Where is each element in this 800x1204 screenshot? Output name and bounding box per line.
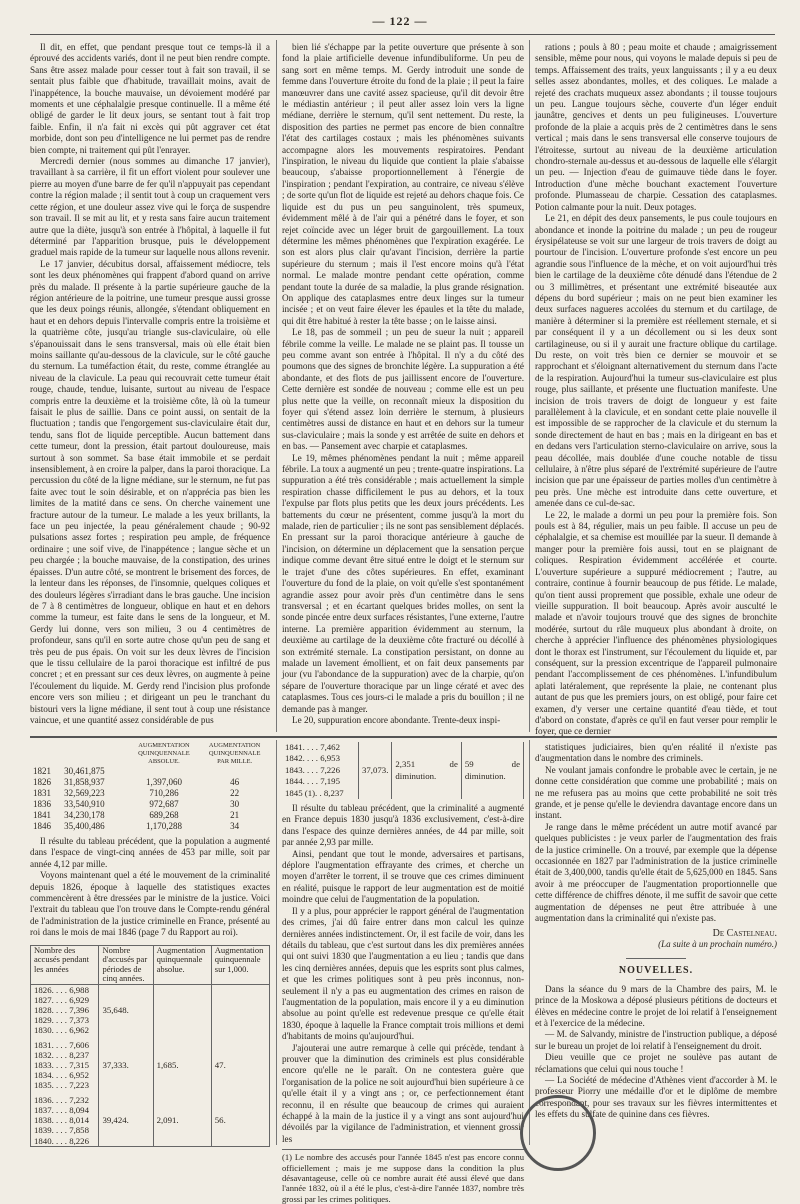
column-1: [30, 42, 270, 732]
paragraph: bien lié s'échappe par la petite ouverture que présente à son fond la plaie artificielle devenue infundibuliforme. Un peu de sang sort en même temps. M. Gerdy introduit une sonde de femme dans l'ouverture étroite du fond de la plaie ; il peut la faire manœuvrer dans une cavité assez spacieuse, qu'il dit devoir être le médiastin antérieur ; il peut aller assez loin vers la ligne médiane, derrière le sternum, qu'il sent nettement. Du reste, la disposition des parties ne permet pas encore de bien connaître l'état des cartilages costaux ; mais les phénomènes suivants accompagne alors les mouvements respiratoires. Pendant l'inspiration, le niveau du liquide que contient la plaie s'abaisse beaucoup, s'abaisse proportionnellement à l'énergie de l'inspiration ; pendant l'expiration, au contraire, ce niveau s'élève ; de sorte qu'un flot de liquide est rejeté au dehors chaque fois. Ce liquide est du pus un peu sanguinolent, très spumeux, évidemment mêlé à de l'air qui a pénétré dans le foyer, et son rejet coïncide avec un léger bruit de gargouillement. La toux détermine les mêmes phénomènes que l'expiration exagérée. Le son est alors plus clair qu'avant l'incision, derrière la partie supérieure du sternum ; mais il l'est encore moins qu'à l'état normal. Le malade montre pendant cette opération, comme pendant toute la durée de sa maladie, la plus grande résignation. On applique des cataplasmes entre deux linges sur la tumeur incisée ; et on veut faire élever les épaules et la tête du malade, qui dit être habitué à rester la tête basse ; on le laisse ainsi.: [282, 42, 524, 326]
table-row: [30, 821, 270, 832]
table-cell: 47.: [211, 1040, 269, 1091]
year-list: [31, 1095, 99, 1147]
paragraph: Dieu veuille que ce projet ne soulève pas autant de réclamations que celui qui nous touche !: [535, 1052, 777, 1074]
table-cell: 35,648.: [99, 984, 153, 1036]
paragraph: Ne voulant jamais confondre le probable avec le certain, je ne donne cette considération que comme une probabilité ; mais on ne me refusera pas au moins que cette probabilité ne soit très grande, et je pense qu'elle le deviendra davantage encore dans un instant.: [535, 764, 777, 821]
paragraph: — M. de Salvandy, ministre de l'instruction publique, a déposé sur le bureau un projet de loi relatif à l'enseignement du droit.: [535, 1029, 777, 1051]
year-entry: 1840. . . . 8,226: [34, 1135, 89, 1146]
page-number: — 122 —: [372, 14, 428, 28]
paragraph: Le 19, mêmes phénomènes pendant la nuit ; même appareil fébrile. La toux a augmenté un peu ; trente-quatre inspirations. La suppuration a été très considérable ; mais actuellement la simple respiration chasse difficilement le pus au dehors, et la toux l'expulse par flots plus petits que les deux jours précédents. Les battements du cœur ne présentent, comme jusqu'à la mort du malade, rien de particulier ; ils ne sont pas sensiblement déplacés. En pressant sur la paroi thoracique antérieure à gauche de l'incision, on détermine un déplacement que la sensation perçue indique comme devant être situé entre le doigt et le sternum sur le trajet d'une des côtes supérieures. En effet, examinant l'ouverture du fond de la plaie, on voit qu'elle s'est spontanément agrandie assez pour avoir près d'un centimètre dans le sens transversal ; et en écartant quelques brides molles, on sent la sonde pincée entre deux surfaces résistantes, l'une externe, l'autre interne. La première apparition évidemment au sternum, la deuxième au cartilage de la deuxième côte fracturé ou décollé à son extrémité sternale. La constipation persistant, on donne au malade un lavement émollient, et on fait deux pansements par jour (vu l'abondance de la suppuration) avec de la charpie, qu'on sépare de l'ouverture thoracique par un linge cératé et avec des cataplasmes. Tous ces jours-ci le malade a pris du bouillon ; il ne demande pas à manger.: [282, 452, 524, 714]
paragraph: Il dit, en effet, que pendant presque tout ce temps-là il a éprouvé des accidents variés, dont il ne peut bien rendre compte. Sans être assez malade pour cesser tout à fait son travail, il se sentait plus faible que d'habitude, travaillait moins, avait de l'inappétence, la bouche mauvaise, un dévoiement modéré par moments et une céphalalgie presque continuelle. Il a même été obligé de garder le lit deux jours, se sentant tout à fait trop faible. Enfin, il n'a fait ni excès qui pût aggraver cet état morbide, dont son peu d'intelligence ne lui permet pas de rendre bien compte, ni traitement qui pût l'enrayer.: [30, 42, 270, 155]
table-cell: 31,858,937: [64, 777, 105, 787]
table-cell: 1,170,288: [145, 821, 182, 831]
table-row: [30, 788, 270, 799]
paragraph: Il résulte du tableau précédent, que la population a augmenté dans l'espace de vingt-cinq années de 453 par mille, soit par année 4,12 par mille.: [30, 836, 270, 869]
paragraph: Mercredi dernier (nous sommes au dimanche 17 janvier), travaillant à sa carrière, il fit un effort violent pour soulever une pierre au moyen d'une barre de fer qu'il n'appuyait pas cependant contre la région malade ; il sentit tout à coup un craquement vers cette région, et une douleur assez vive qui le força de suspendre son travail. Il se mit au lit, et y resta sans faire aucun traitement autre que la diète, jusqu'à son entrée à l'hôpital, à laquelle il fut déterminé par l'apparition brusque, puis le développement graduel mais rapide de la tumeur sur laquelle nous allons revenir.: [30, 156, 270, 258]
table-cell: 1821: [33, 766, 51, 776]
table-cell: 34: [230, 821, 240, 831]
paragraph: Ainsi, pendant que tout le monde, adversaires et partisans, déplore l'augmentation effrayante des crimes, et cherche un moyen d'arrêter le torrent, il se trouve que ces crimes diminuent en réalité, puisque le rapport de leur augmentation est de moitié moindre que celui de l'augmentation de la population.: [282, 848, 524, 905]
year-entry: 1834. . . . 6,952: [34, 1070, 89, 1081]
year-entry: 1833. . . . 7,315: [34, 1060, 89, 1071]
column-divider: [529, 40, 530, 732]
footnote: (1) Le nombre des accusés pour l'année 1845 n'est pas encore connu officiellement ; mais je me suppose dans la condition la plus désavantageuse, celle où ce nombre aurait été aussi élevé que dans l'année 1832, où il a été le plus, c'est-à-dire l'année 1837, nombre très grossi par les crimes politiques.: [282, 1149, 524, 1204]
table-header: Augmentation quinquennale absolue.: [153, 945, 211, 984]
table-row: [31, 1095, 270, 1147]
column-3: [535, 42, 777, 737]
column-divider: [276, 40, 277, 732]
table-cell: 710,286: [149, 788, 179, 798]
year-entry: 1836. . . . 7,232: [34, 1094, 89, 1105]
paragraph: Voyons maintenant quel a été le mouvement de la criminalité depuis 1826, époque à laquelle des statistiques exactes commencèrent à être dressées par le ministre de la justice. Voici l'extrait du tableau que l'on trouve dans le Compte-rendu général de l'administration de la justice criminelle en France, présenté au roi dans le mois de mai 1846 (page 7 du Rapport au roi).: [30, 870, 270, 938]
table-cell: 32,569,223: [64, 788, 105, 798]
column-divider: [276, 740, 277, 1145]
paragraph: Il y a plus, pour apprécier le rapport général de l'augmentation des crimes, j'ai dû faire entrer dans mon calcul les quinze dernières années indistinctement. Or, il est facile de voir, dans les détails du tableau, que c'est surtout dans les dix premières années qui ont suivi 1830 que l'augmentation a eu lieu ; tandis que dans les cinq dernières années, depuis que les esprits sont plus calmes, et que les crimes politiques sont à peu près inconnus, non-seulement il n'y a pas eu augmentation des crimes en raison de l'augmentation de la population, mais encore il y a eu diminution absolue au point qu'elle est redevenue presque ce qu'elle était 1830, époque à laquelle la France comptait trois millions et demi d'habitants de moins qu'aujourd'hui.: [282, 905, 524, 1042]
paragraph: J'ajouterai une autre remarque à celle qui précède, tendant à prouver que la diminution des criminels est plus considérable encore qu'elle ne le paraît. On ne contestera guère que l'organisation de la police ne soit aujourd'hui bien supérieure à ce qu'elle était il y a vingt ans ; or, ce perfectionnement étant reconnu, il en résulte que beaucoup de crimes qui auraient échappé à la main de la justice il y a vingt ans sont aujourd'hui dévoilés par la vigilance de l'administration, et viennent grossir les: [282, 1042, 524, 1144]
section-rule: [30, 736, 777, 738]
table-cell: 1826: [33, 777, 51, 787]
crime-table-continued: [282, 742, 524, 799]
table-cell: 37,333.: [99, 1040, 153, 1091]
column-2: [282, 42, 524, 732]
paragraph: — La Société de médecine d'Athènes vient d'accorder à M. le professeur Piorry une médaille d'or et le diplôme de membre correspondant, pour ses travaux sur les fièvres intermittentes et les effets du sulfate de quinine dans ces fièvres.: [535, 1074, 777, 1120]
year-entry: 1832. . . . 8,237: [34, 1049, 89, 1060]
paragraph: Le 21, en dépit des deux pansements, le pus coule toujours en abondance et inonde la poitrine du malade ; un peu de rougeur érysipélateuse se voit sur une largeur de trois travers de doigt au pourtour de l'incision. L'ouverture profonde s'est encore un peu agrandie sous l'influence de la mèche, et on voit aujourd'hui très bien le cartilage de la deuxième côte dénudé dans l'étendue de 2 ou 3 millimètres, et présentant une extrémité biseautée aux dépens du bord supérieur ; mais on ne peut bien examiner les deux surfaces nagueres accolées du sternum et du cartilage, de manière à déterminer si la première est réellement sternale, et si par conséquent il y a un décollement ou si les deux sont cartilagineuse, ou si il y aurait une fracture oblique du cartilage. Du reste, on voit très bien ce dernier se mouvoir et se rapprochant et s'éloignant alternativement du sternum dans l'acte de la respiration. Aujourd'hui la tumeur sus-claviculaire est plus rouge, plus saillante, et présente une fluctuation manifeste. Une incision de trois travers de doigt de longueur y est faite parallèlement à la clavicule, et en sondant cette plaie nouvelle il est impossible de se rapprocher de la clavicule et du sternum la sonde directement de haut en bas ; mais en la dirigeant en bas et en dedans vers l'articulation sterno-claviculaire on arrive, sous la peau décollée, mais doublée d'une couche notable de tissu cellulaire, à n'être plus séparé de l'extrémité supérieure de l'autre incision que par une épaisseur de parties molles d'un centimètre à peu près. Une mèche est introduite dans cette ouverture, et amenée dans ce cul-de-sac.: [535, 213, 777, 509]
year-entry: 1844. . . . 7,195: [285, 776, 340, 787]
table-header: Augmentation quinquennale sur 1,000.: [211, 945, 269, 984]
table-header: Nombre des accusés pendant les années: [31, 945, 99, 984]
paragraph: Je range dans le même précédent un autre motif avancé par quelques publicistes : je veux parler de l'augmentation des frais de la justice criminelle. On a trouvé, par exemple que la dépense occasionnée en 1827 par l'administration de la justice criminelle était de 3,400,000, tandis qu'elle était de 5,625,000 en 1845. Sans avoir à me préoccuper de l'augmentation proportionnelle que cette différence de chiffres dénote, il me suffit de savoir que cette augmentation de dépenses ne peut être attribuée à une augmentation dans la criminalité qui n'existe pas.: [535, 821, 777, 924]
table-cell: [129, 766, 200, 777]
table-row: [30, 766, 270, 777]
table-cell: 46: [230, 777, 240, 787]
table-row: [30, 810, 270, 821]
year-entry: 1839. . . . 7,858: [34, 1125, 89, 1136]
table-cell: 34,230,178: [64, 810, 105, 820]
year-entry: 1837. . . . 8,094: [34, 1104, 89, 1115]
crime-table: [30, 945, 270, 1147]
paragraph: Le 22, le malade a dormi un peu pour la première fois. Son pouls est à 84, régulier, mais un peu faible. Il accuse un peu de céphalalgie, et sa chemise est mouillée par la sueur. Il demande à manger pour la première fois aussi, tout en se plaignant de coliques. Respiration évidemment accélérée et courte. L'ouverture supérieure a suppuré médiocrement ; l'autre, au contraire, continue à fournir beaucoup de pus fétide. Le malade, qu'on tient aussi proprement que possible, exhale une odeur de vieille suppuration. Il boit beaucoup. Après avoir ausculté le malade et n'avoir toujours trouvé que des signes de bronchite modérée, surtout du râle muqueux plus abondant à droite, on cherche à apprécier l'influence des phénomènes physiologiques dont le thorax est l'instrument, sur l'écoulement du liquide et, par conséquent, sur la pression excentrique de l'appareil pulmonaire pendant l'accomplissement de ces phénomènes. L'infundibulum aplati latéralement, que représente la plaie, ne contenant plus autant de pus que les premiers jours, on est obligé, pour faire cet examen, d'y verser une certaine quantité d'eau tiède, et tout d'abord on constate, d'après ce qu'il en faut verser pour remplir le foyer, que ce dernier: [535, 509, 777, 737]
section-title: NOUVELLES.: [618, 965, 694, 977]
year-list: [31, 1040, 99, 1091]
table-row: [31, 984, 270, 1036]
table-cell: 30,461,875: [64, 766, 105, 776]
table-row: [31, 1040, 270, 1091]
table-cell: 1836: [33, 799, 51, 809]
table-cell: 33,540,910: [64, 799, 105, 809]
year-entry: 1830. . . . 6,962: [34, 1025, 89, 1036]
table-cell: 1846: [33, 821, 51, 831]
table-cell: 2,351 de diminution.: [392, 742, 461, 799]
paragraph: Le 20, suppuration encore abondante. Trente-deux inspi-: [292, 714, 501, 725]
table-cell: 56.: [211, 1095, 269, 1147]
table-cell: 59 de diminution.: [461, 742, 523, 799]
year-entry: 1828. . . . 7,396: [34, 1005, 89, 1016]
year-entry: 1841. . . . 7,462: [285, 742, 340, 752]
separator: [626, 958, 686, 959]
column-divider: [529, 740, 530, 1145]
signature: De Castelneau.: [712, 927, 777, 939]
table-header: Nombre d'accusés par périodes de cinq années.: [99, 945, 153, 984]
table-cell: [153, 984, 211, 1036]
table-cell: 39,424.: [99, 1095, 153, 1147]
table-cell: [199, 766, 270, 777]
table-cell: 689,268: [149, 810, 179, 820]
year-list: [282, 742, 359, 799]
year-entry: 1826. . . . 6,988: [34, 984, 89, 995]
population-table: [30, 742, 270, 832]
table-cell: 22: [230, 788, 240, 798]
paragraph: Le 17 janvier, décubitus dorsal, affaissement médiocre, tels sont les deux phénomènes qui frappent d'abord quand on arrive près du malade. Il présente à la partie supérieure gauche de la région antérieure de la poitrine, une tumeur presque aussi grosse que les deux poings réunis, allongée, s'étendant obliquement en haut et en dehors depuis l'intervalle compris entre la troisième et la quatrième côte, jusqu'au triangle sus-claviculaire, où elle s'épanouissait dans le sens transversal, mais où elle était bien moins saillante qu'au-dessous de la clavicule, sur le côté gauche du sternum. La tuméfaction était, du reste, comme étranglée au niveau de la clavicule. La peau qui recouvrait cette tumeur était rouge, chaude, tendue, luisante, surtout au niveau de l'espace compris entre la deuxième et la troisième côte, là où la tumeur faisait le plus de saillie. Dans ce point aussi, on sentait de la fluctuation ; tandis que l'engorgement sus-claviculaire était dur, tendu, sans flot de liquide perceptible. Aucun battement dans cette tumeur, dont la pression, était partout douloureuse, mais surtout à son sommet. Sa base était immobile et se perdait insensiblement, à en croire la palper, dans la paroi thoracique. La percussion du côté de la ligne médiane, sur le sternum, ne fut pas faite avec tout le soin désirable, et on n'apprécia pas bien les limites de la matité dans ce sens. On cherche vainement une fracture autour de la tumeur. Le malade a les yeux brillants, la face un peu injectée, la peau généralement chaude ; 90-92 pulsations assez fortes ; respiration peu ample, de fréquence ordinaire ; une soif vive, de l'inappétence ; langue sèche et un peu chargée ; la bouche mauvaise, de la constipation, des urines épaisses. D'un autre côté, se montrent le brisement des forces, de la lenteur dans les réponses, de l'insomnie, quelques coliques et des douleurs légères s'irradiant dans le bras gauche. Une incision de 7 à 8 centimètres de longueur, oblique en haut et en dehors comme la tumeur, est faite dans le sens de la longueur, et M. Gerdy lui donne, vers son milieu, 3 ou 4 centimètres de profondeur, sans qu'il en sorte autre chose qu'un peu de sang et très peu de pus épais. On voit sur les deux lèvres de l'incision que le tissu cellulaire de la paroi thoracique est infiltré de pus concret ; et en pressant sur ces deux lèvres, on augmente à peine l'écoulement du liquide. M. Gerdy rend l'incision plus profonde encore vers son milieu ; et dirigeant un peu le tranchant du bistouri vers la ligne médiane, il sent tout à coup une résistance vaincue, et une quantité assez considérable de pus: [30, 258, 270, 725]
table-header: AUGMENTATION QUINQUENNALE PAR MILLE.: [208, 742, 261, 765]
year-entry: 1842. . . . 6,953: [285, 753, 340, 764]
paragraph: Il résulte du tableau précédent, que la criminalité a augmenté en France depuis 1830 jusqu'à 1836 exclusivement, c'est-à-dire dans l'espace des quinze dernières années, de 44 par mille, soit par année 2,93 par mille.: [282, 803, 524, 848]
year-entry: 1843. . . . 7,226: [285, 764, 340, 775]
year-entry: 1845 (1). . 8,237: [285, 787, 344, 798]
paragraph: Le 18, pas de sommeil ; un peu de sueur la nuit ; appareil fébrile comme la veille. Le malade ne se plaint pas. Il tousse un peu comme avant son entrée à l'hôpital. Il n'y a du côté des poumons que des signes de bronchite légère. La suppuration a été abondante, et des flots de pus jaillissent encore de l'ouverture. Cette dernière est sondée de nouveau ; comme elle est un peu plus nette que la veille, on reconnaît mieux la disposition du foyer qui s'étend assez loin derrière le sternum, à plusieurs centimètres aussi de distance en haut et en dehors sur la tumeur sus-claviculaire ; mais la sonde y est arrêtée de suite en dehors et en bas. — Pansement avec charpie et cataplasmes.: [282, 327, 524, 452]
header-rule: [30, 34, 775, 35]
year-entry: 1829. . . . 7,373: [34, 1015, 89, 1026]
table-cell: 1831: [33, 788, 51, 798]
table-cell: 1841: [33, 810, 51, 820]
table-row: [30, 799, 270, 810]
table-cell: 1,685.: [153, 1040, 211, 1091]
table-cell: 35,400,486: [64, 821, 105, 831]
paragraph: Dans la séance du 9 mars de la Chambre des pairs, M. le prince de la Moskowa a déposé plusieurs pétitions de docteurs et élèves en médecine contre le projet de loi relatif à l'enseignement et à l'exercice de la médecine.: [535, 983, 777, 1028]
year-entry: 1827. . . . 6,929: [34, 994, 89, 1005]
table-cell: 972,687: [149, 799, 179, 809]
year-entry: 1835. . . . 7,223: [34, 1080, 89, 1091]
lower-right-column: [535, 742, 777, 1147]
continued-note: (La suite à un prochain numéro.): [658, 938, 777, 949]
lower-left-column: [30, 742, 270, 1146]
table-row: [282, 742, 524, 799]
table-row: [30, 777, 270, 788]
table-cell: 30: [230, 799, 240, 809]
table-cell: [211, 984, 269, 1036]
lower-middle-column: [282, 742, 524, 1204]
separator: [636, 979, 676, 980]
library-stamp: [520, 1095, 596, 1171]
table-cell: 1,397,060: [145, 777, 182, 787]
table-header: AUGMENTATION QUINQUENNALE ABSOLUE.: [138, 742, 190, 765]
table-cell: 2,091.: [153, 1095, 211, 1147]
paragraph: statistiques judiciaires, bien qu'en réalité il n'existe pas d'augmentation dans le nombre des criminels.: [535, 742, 777, 764]
table-cell: 21: [230, 810, 240, 820]
table-cell: 37,073.: [359, 742, 392, 799]
paragraph: rations ; pouls à 80 ; peau moite et chaude ; amaigrissement sensible, même pour nous, qui voyons le malade depuis si peu de temps. Affaissement des traits, yeux languissants ; il y a eu deux selles assez abondantes, molles, et des coliques. Le malade a rejeté des crachats muqueux assez abondants ; il tousse toujours un peu. Langue toujours sèche, couverte d'un léger enduit jaunâtre, gencives et dents un peu fuligineuses. L'ouverture profonde de la plaie a acquis près de 2 centimètres dans le sens vertical ; mais dans le sens transversal elle conserve toujours de l'étroitesse, surtout au niveau de la deuxième articulation chondro-sternale au-dessus et au-dessous de laquelle elle s'élargit un peu. — Injection d'eau de guimauve tiède dans le foyer. Introduction d'une mèche bouchant exactement l'ouverture profonde. Plumasseau de charpie. Cessation des cataplasmes. Potion calmante pour la nuit. Deux potages.: [535, 42, 777, 212]
year-entry: 1838. . . . 8,014: [34, 1115, 89, 1126]
year-list: [31, 984, 99, 1036]
year-entry: 1831. . . . 7,606: [34, 1039, 89, 1050]
